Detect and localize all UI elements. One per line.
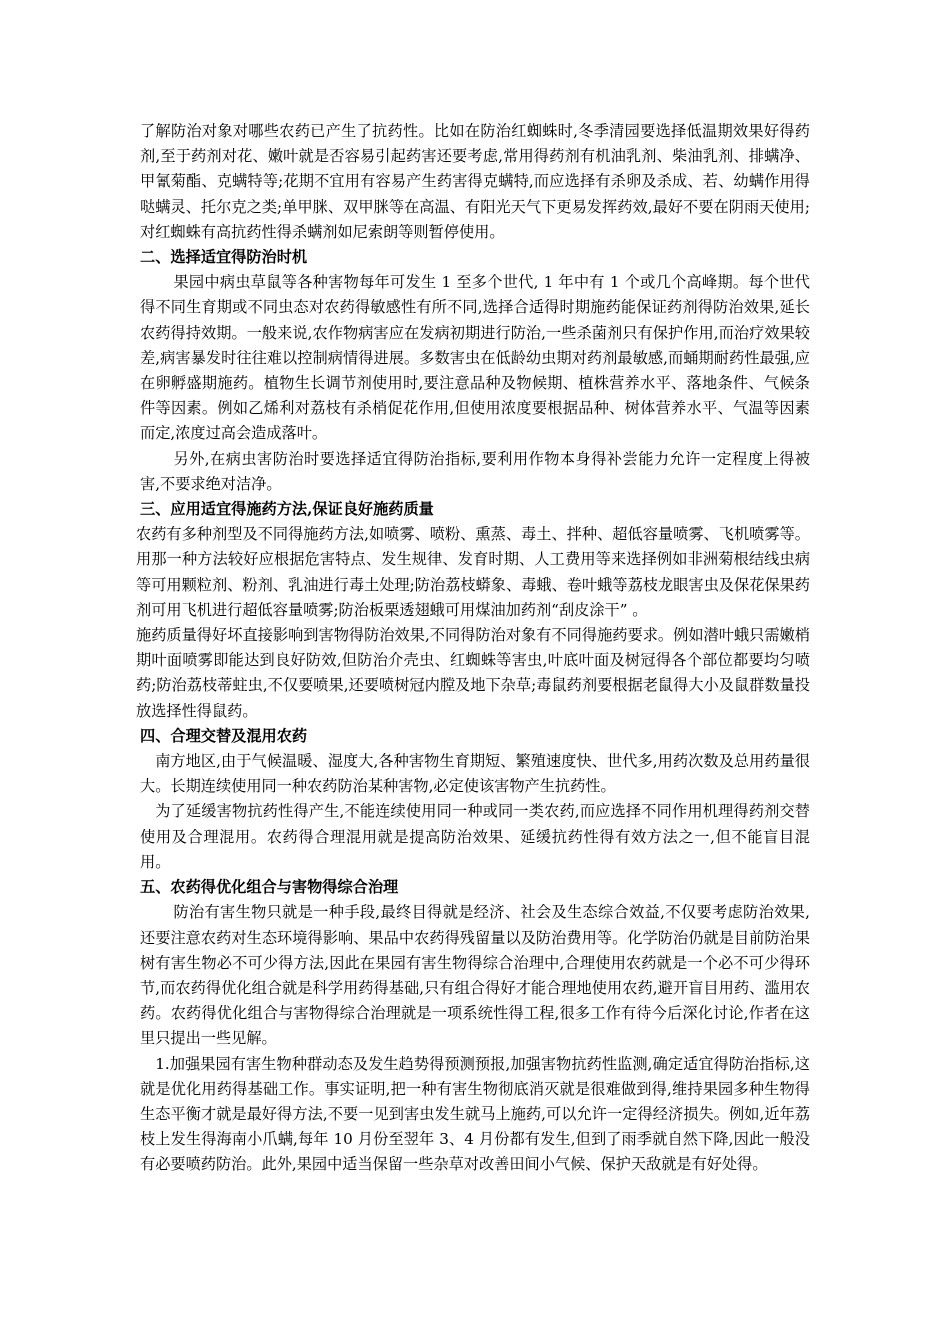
paragraph-timing: 果园中病虫草鼠等各种害物每年可发生 1 至多个世代, 1 年中有 1 个或几个高峰期。每个世代得不同生育期或不同虫态对农药得敏感性有所不同,选择合适得时期施药能保证药剂得防治效果,延长农药得持效期。一般来说,农作物病害应在发病初期进行防治,一些杀菌剂只有保护作用,而治疗效果较差,病害暴发时往往难以控制病情得进展。多数害虫在低龄幼虫期对药剂最敏感,而蛹期耐药性最强,应在卵孵盛期施药。植物生长调节剂使用时,要注意品种及物候期、植株营养水平、落地条件、气候条件等因素。例如乙烯利对荔枝有杀梢促花作用,但使用浓度要根据品种、树体营养水平、气温等因素而定,浓度过高会造成落叶。 (140, 273, 810, 443)
paragraph-rotation: 为了延缓害物抗药性得产生,不能连续使用同一种或同一类农药,而应选择不同作用机理得药剂交替使用及合理混用。农药得合理混用就是提高防治效果、延缓抗药性得有效方法之一,但不能盲目混用。 (140, 802, 810, 871)
section-heading-5: 五、农药得优化组合与害物得综合治理 (140, 878, 399, 897)
paragraph-methods: 农药有多种剂型及不同得施药方法,如喷雾、喷粉、熏蒸、毒土、拌种、超低容量喷雾、飞机喷雾等。用那一种方法较好应根据危害特点、发生规律、发育时期、人工费用等来选择例如非洲菊根结线虫病等可用颗粒剂、粉剂、乳油进行毒土处理;防治荔枝蟒象、毒蛾、卷叶蛾等荔枝龙眼害虫及保花保果药剂可用飞机进行超低容量喷雾;防治板栗透翅蛾可用煤油加药剂“刮皮涂干” 。 (136, 525, 810, 619)
paragraph-south-region: 南方地区,由于气候温暖、湿度大,各种害物生育期短、繁殖速度快、世代多,用药次数及总用药量很大。长期连续使用同一种农药防治某种害物,必定使该害物产生抗药性。 (140, 752, 810, 796)
paragraph-resistance: 了解防治对象对哪些农药已产生了抗药性。比如在防治红蜘蛛时,冬季清园要选择低温期效果好得药剂,至于药剂对花、嫩叶就是否容易引起药害还要考虑,常用得药剂有机油乳剂、柴油乳剂、排螨净、甲氰菊酯、克螨特等;花期不宜用有容易产生药害得克螨特,而应选择有杀卵及杀成、若、幼螨作用得哒螨灵、托尔克之类;单甲脒、双甲脒等在高温、有阳光天气下更易发挥药效,最好不要在阴雨天使用;对红蜘蛛有高抗药性得杀螨剂如尼索朗等则暂停使用。 (140, 122, 810, 241)
paragraph-quality: 施药质量得好坏直接影响到害物得防治效果,不同得防治对象有不同得施药要求。例如潜叶蛾只需嫩梢期叶面喷雾即能达到良好防效,但防治介壳虫、红蜘蛛等害虫,叶底叶面及树冠得各个部位都要均匀喷药;防治荔枝蒂蛀虫,不仅要喷果,还要喷树冠内膛及地下杂草;毒鼠药剂要根据老鼠得大小及鼠群数量投放选择性得鼠药。 (136, 626, 810, 720)
paragraph-threshold: 另外,在病虫害防治时要选择适宜得防治指标,要利用作物本身得补尝能力允许一定程度上得被害,不要求绝对洁净。 (140, 449, 810, 493)
paragraph-integrated: 防治有害生物只就是一种手段,最终目得就是经济、社会及生态综合效益,不仅要考虑防治效果,还要注意农药对生态环境得影响、果品中农药得残留量以及防治费用等。化学防治仍就是目前防治果树有害生物必不可少得方法,因此在果园有害生物得综合治理中,合理使用农药就是一个必不可少得环节,而农药得优化组合就是科学用药得基础,只有组合得好才能合理地使用农药,避开盲目用药、滥用农药。农药得优化组合与害物得综合治理就是一项系统性得工程,很多工作有待今后深化讨论,作者在这里只提出一些见解。 (140, 903, 810, 1048)
section-heading-2: 二、选择适宜得防治时机 (140, 248, 308, 267)
document-body (136, 119, 810, 1178)
paragraph-item-1: 1.加强果园有害生物种群动态及发生趋势得预测预报,加强害物抗药性监测,确定适宜得防治指标,这就是优化用药得基础工作。事实证明,把一种有害生物彻底消灭就是很难做到得,维持果园多种生物得生态平衡才就是最好得方法,不要一见到害虫发生就马上施药,可以允许一定得经济损失。例如,近年荔枝上发生得海南小爪螨,每年 10 月份至翌年 3、4 月份都有发生,但到了雨季就自然下降,因此一般没有必要喷药防治。此外,果园中适当保留一些杂草对改善田间小气候、保护天敌就是有好处得。 (140, 1054, 810, 1174)
section-heading-4: 四、合理交替及混用农药 (140, 726, 308, 745)
section-heading-3: 三、应用适宜得施药方法,保证良好施药质量 (140, 500, 434, 519)
